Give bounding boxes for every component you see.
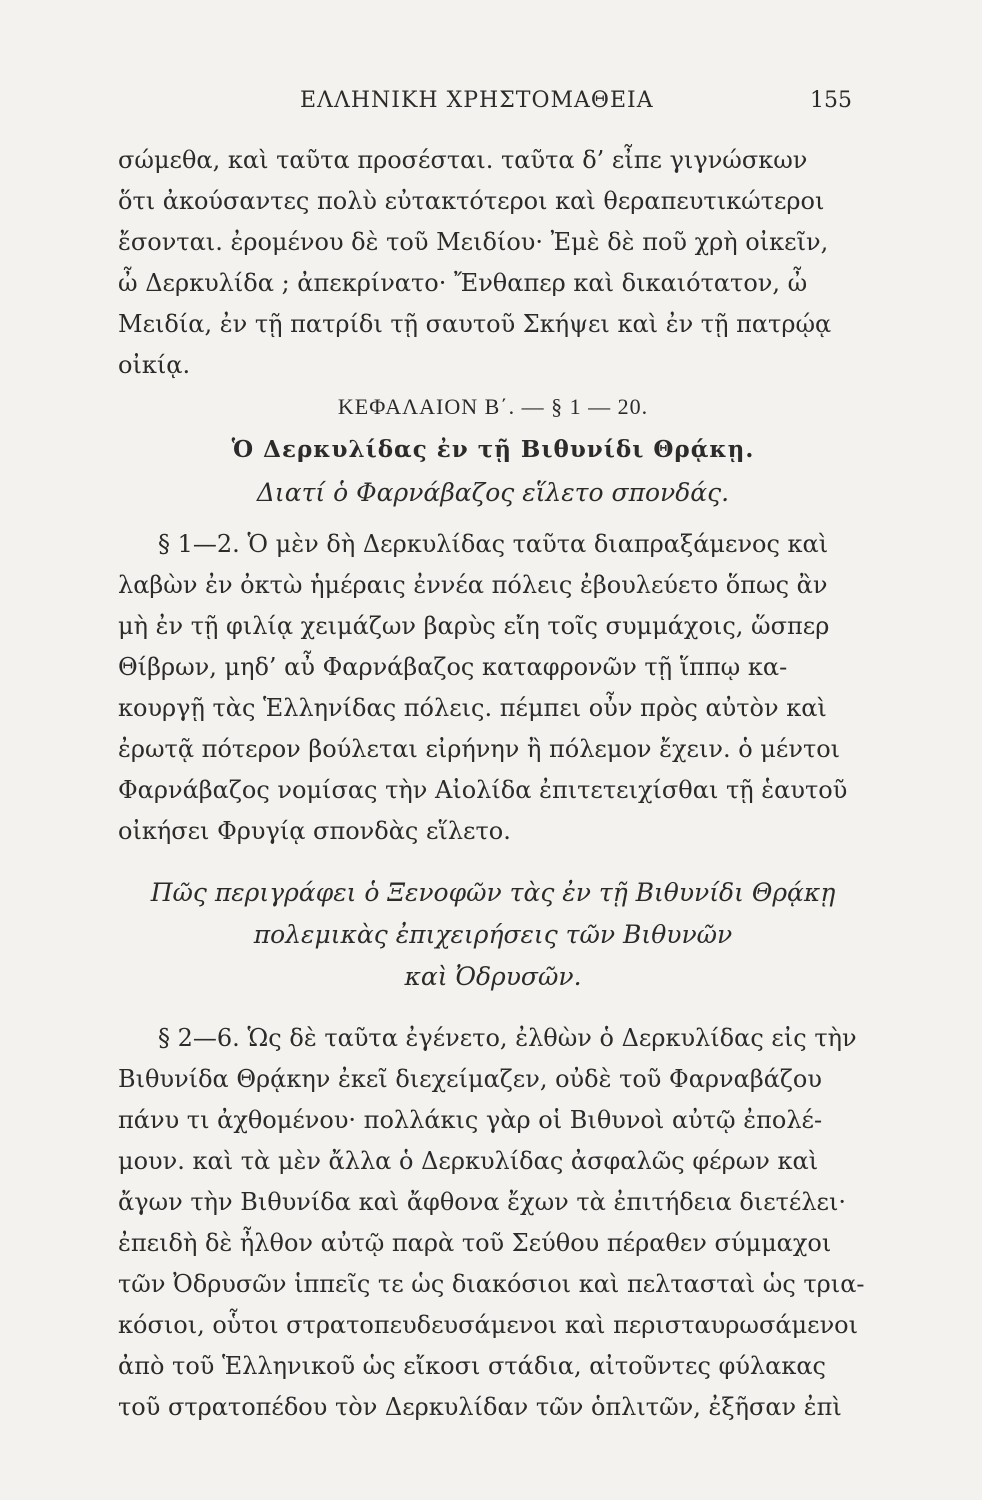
- text-line: μουν. καὶ τὰ μὲν ἄλλα ὁ Δερκυλίδας ἀσφαλῶς φέρων καὶ: [118, 1147, 819, 1175]
- running-title: ΕΛΛΗΝΙΚΗ ΧΡΗΣΤΟΜΑΘΕΙΑ: [300, 88, 654, 113]
- text-line: τῶν Ὀδρυσῶν ἱππεῖς τε ὡς διακόσιοι καὶ πελτασταὶ ὡς τρια-: [118, 1270, 865, 1298]
- text-line: κόσιοι, οὗτοι στρατοπευδευσάμενοι καὶ περισταυρωσάμενοι: [118, 1311, 859, 1339]
- text-line: τοῦ στρατοπέδου τὸν Δερκυλίδαν τῶν ὁπλιτῶν, ἐξῆσαν ἐπὶ: [118, 1393, 842, 1421]
- chapter-subtitle: Ὁ Δερκυλίδας ἐν τῇ Βιθυνίδι Θρᾴκῃ.: [231, 436, 755, 463]
- text-line: ὅτι ἀκούσαντες πολὺ εὐτακτότεροι καὶ θεραπευτικώτεροι: [118, 187, 825, 215]
- text-line: οἰκήσει Φρυγίᾳ σπονδὰς εἵλετο.: [118, 817, 511, 845]
- text-line: ἄγων τὴν Βιθυνίδα καὶ ἄφθονα ἔχων τὰ ἐπιτήδεια διετέλει·: [118, 1188, 847, 1216]
- section-heading-1: Διατί ὁ Φαρνάβαζος εἵλετο σπονδάς.: [256, 478, 730, 507]
- text-line: μὴ ἐν τῇ φιλίᾳ χειμάζων βαρὺς εἴη τοῖς συμμάχοις, ὥσπερ: [118, 612, 830, 640]
- page-header: [300, 88, 852, 122]
- text-line: ἔσονται. ἐρομένου δὲ τοῦ Μειδίου· Ἐμὲ δὲ ποῦ χρὴ οἰκεῖν,: [118, 228, 829, 256]
- page-number: 155: [810, 88, 852, 113]
- text-line: Μειδία, ἐν τῇ πατρίδι τῇ σαυτοῦ Σκήψει καὶ ἐν τῇ πατρῴᾳ: [118, 310, 832, 338]
- text-line: ἐρωτᾷ πότερον βούλεται εἰρήνην ἢ πόλεμον ἔχειν. ὁ μέντοι: [118, 735, 841, 763]
- paragraph-2: [118, 524, 868, 852]
- text-line: κουργῇ τὰς Ἑλληνίδας πόλεις. πέμπει οὖν πρὸς αὐτὸν καὶ: [118, 694, 827, 722]
- paragraph-1: [118, 140, 868, 386]
- section-heading-2-line: Πῶς περιγράφει ὁ Ξενοφῶν τὰς ἐν τῇ Βιθυνίδι Θρᾴκῃ: [150, 878, 836, 907]
- text-line: § 2—6. Ὡς δὲ ταῦτα ἐγένετο, ἐλθὼν ὁ Δερκυλίδας εἰς τὴν: [158, 1024, 857, 1052]
- text-line: λαβὼν ἐν ὀκτὼ ἡμέραις ἐννέα πόλεις ἐβουλεύετο ὅπως ἂν: [118, 571, 828, 599]
- text-line: Φαρνάβαζος νομίσας τὴν Αἰολίδα ἐπιτετειχίσθαι τῇ ἑαυτοῦ: [118, 776, 848, 804]
- chapter-heading: ΚΕΦΑΛΑΙΟΝ Β΄. — § 1 — 20.: [337, 394, 649, 419]
- text-line: Θίβρων, μηδ’ αὖ Φαρνάβαζος καταφρονῶν τῇ ἵππῳ κα-: [118, 653, 788, 681]
- body-text: [118, 140, 868, 1428]
- text-line: ὦ Δερκυλίδα ; ἀπεκρίνατο· Ἔνθαπερ καὶ δικαιότατον, ὦ: [118, 269, 808, 297]
- text-line: σώμεθα, καὶ ταῦτα προσέσται. ταῦτα δ’ εἶπε γιγνώσκων: [118, 146, 808, 174]
- text-line: § 1—2. Ὁ μὲν δὴ Δερκυλίδας ταῦτα διαπραξάμενος καὶ: [158, 530, 829, 558]
- text-line: πάνυ τι ἀχθομένου· πολλάκις γὰρ οἱ Βιθυνοὶ αὐτῷ ἐπολέ-: [118, 1106, 823, 1134]
- text-line: οἰκίᾳ.: [118, 351, 191, 379]
- paragraph-3: [118, 1018, 868, 1428]
- section-heading-2: [118, 872, 868, 998]
- section-heading-2-line: καὶ Ὀδρυσῶν.: [404, 962, 582, 991]
- text-line: Βιθυνίδα Θρᾴκην ἐκεῖ διεχείμαζεν, οὐδὲ τοῦ Φαρναβάζου: [118, 1065, 822, 1093]
- text-line: ἀπὸ τοῦ Ἑλληνικοῦ ὡς εἴκοσι στάδια, αἰτοῦντες φύλακας: [118, 1352, 826, 1380]
- text-line: ἐπειδὴ δὲ ἦλθον αὐτῷ παρὰ τοῦ Σεύθου πέραθεν σύμμαχοι: [118, 1229, 832, 1257]
- section-heading-2-line: πολεμικὰς ἐπιχειρήσεις τῶν Βιθυνῶν: [253, 920, 733, 949]
